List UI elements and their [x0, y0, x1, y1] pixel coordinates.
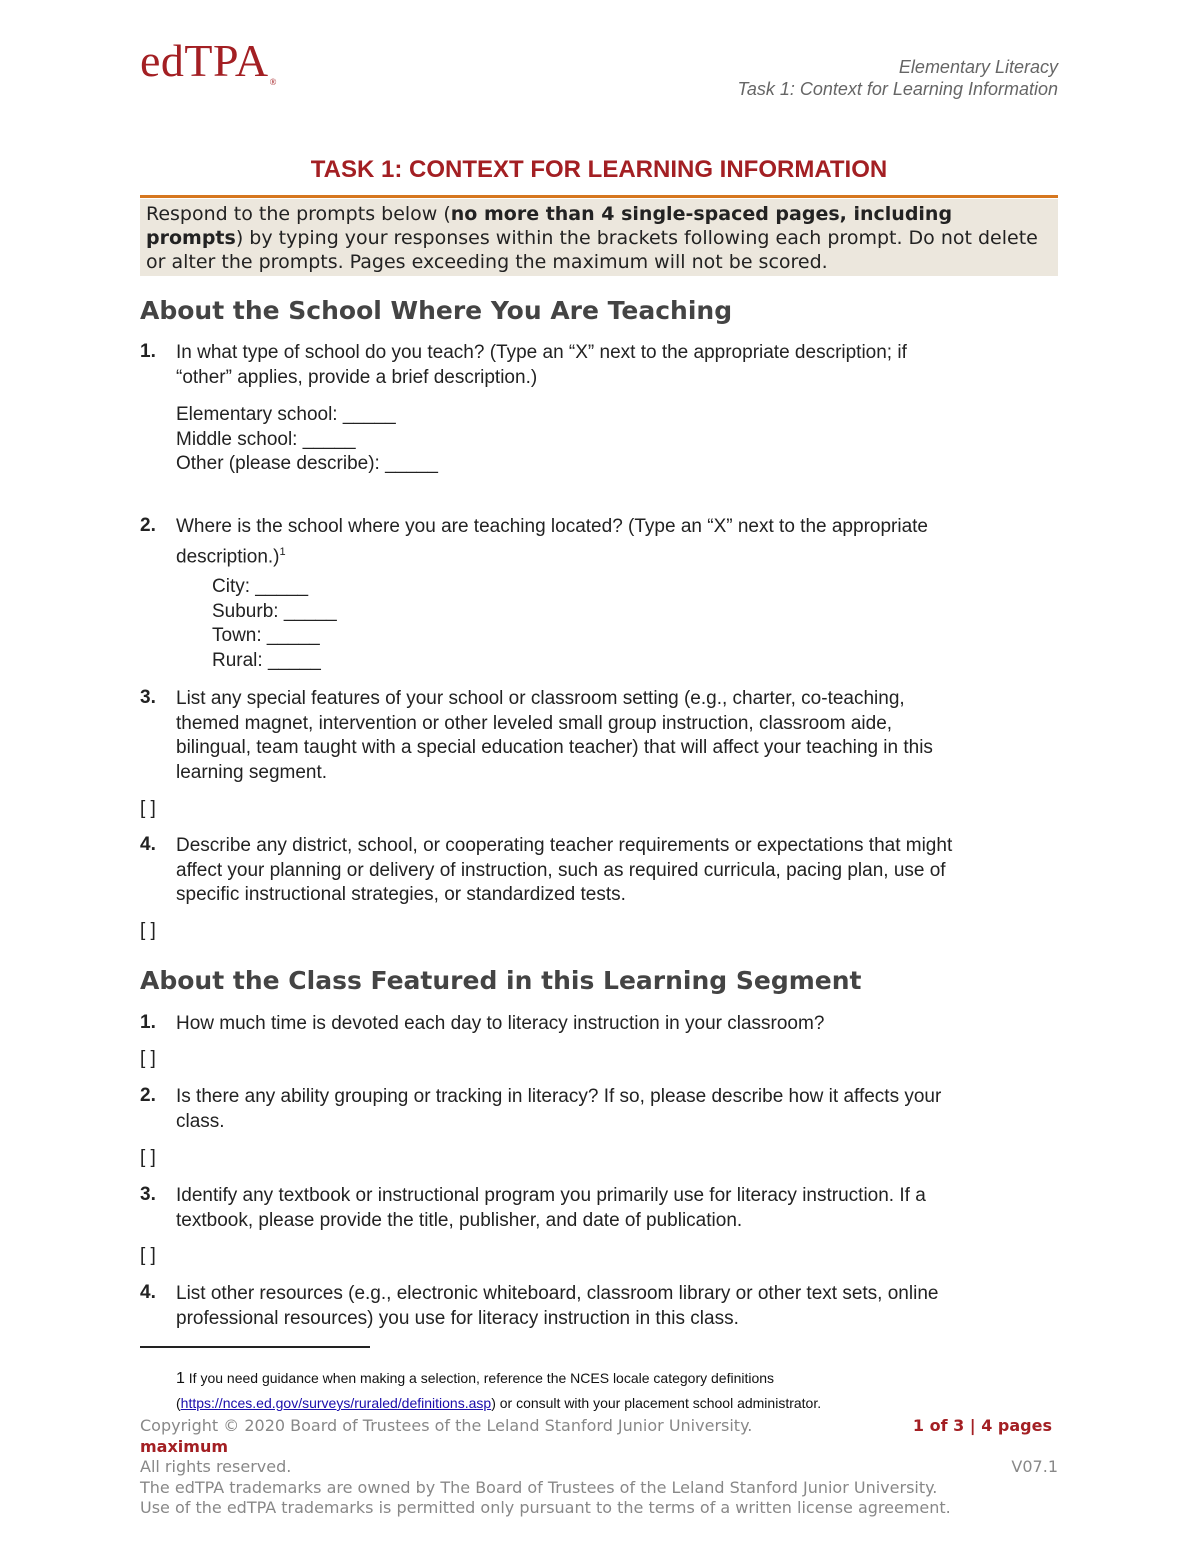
question-line: List other resources (e.g., electronic whiteboard, classroom library or other text sets, online [176, 1283, 939, 1304]
question-line: class. [176, 1110, 225, 1132]
question-number: 3. [140, 1184, 156, 1205]
footnote-number: 1 [176, 1370, 185, 1387]
footnote-reference[interactable]: 1 [279, 545, 286, 558]
option-city[interactable]: City: _____ [212, 576, 309, 597]
nces-definitions-link[interactable]: https://nces.ed.gov/surveys/ruraled/definitions.asp [180, 1395, 492, 1411]
question-line: affect your planning or delivery of instruction, such as required curricula, pacing plan, use of [176, 859, 946, 881]
footnote-paren: ( [176, 1395, 181, 1411]
footer-rights: All rights reserved. [140, 1457, 292, 1476]
page-indicator: 1 of 3 | 4 pages [912, 1416, 1052, 1435]
title-rule [140, 195, 1058, 198]
question-school-type [176, 341, 1056, 390]
location-options [212, 575, 337, 673]
footnote-separator [140, 1346, 370, 1348]
question-line: Describe any district, school, or cooperating teacher requirements or expectations that might [176, 835, 953, 856]
question-school-location [176, 515, 1056, 569]
question-other-resources [176, 1282, 1056, 1331]
edtpa-logo [140, 34, 277, 87]
intro-text-2: ) by typing your responses within the brackets following each prompt. Do not delete or alter the prompts. Pages exceeding the maximum will not be scored. [146, 227, 1038, 273]
question-number: 3. [140, 687, 156, 708]
question-line: Where is the school where you are teaching located? (Type an “X” next to the appropriate [176, 516, 928, 537]
intro-bold: no more than 4 single-spaced pages, including prompts [146, 203, 953, 249]
footer-trademark-2: Use of the edTPA trademarks is permitted only pursuant to the terms of a written license agreement. [140, 1498, 951, 1517]
footer-trademark-1: The edTPA trademarks are owned by The Board of Trustees of the Leland Stanford Junior University. [140, 1478, 938, 1497]
question-requirements [176, 834, 1056, 908]
footnote-line-2 [176, 1395, 821, 1411]
response-brackets[interactable]: [ ] [140, 1147, 156, 1168]
response-brackets[interactable]: [ ] [140, 920, 156, 941]
response-brackets[interactable]: [ ] [140, 1048, 156, 1069]
footer-rights-row [140, 1457, 1058, 1477]
section-heading-class: About the Class Featured in this Learning Segment [140, 966, 862, 995]
response-brackets[interactable]: [ ] [140, 798, 156, 819]
header-task: Task 1: Context for Learning Information [737, 79, 1058, 99]
footnote-text: If you need guidance when making a selection, reference the NCES locale category definitions [188, 1370, 775, 1386]
question-line: “other” applies, provide a brief description.) [176, 366, 538, 388]
question-line: themed magnet, intervention or other leveled small group instruction, classroom aide, [176, 712, 893, 734]
header-subject: Elementary Literacy [898, 57, 1058, 77]
question-line: Is there any ability grouping or tracking in literacy? If so, please describe how it affects your [176, 1086, 942, 1107]
question-number: 2. [140, 1085, 156, 1106]
page-indicator-cont: maximum [140, 1437, 229, 1456]
question-number: 4. [140, 834, 156, 855]
question-number: 1. [140, 341, 156, 362]
intro-text-1: Respond to the prompts below ( [146, 203, 451, 225]
question-textbook [176, 1184, 1056, 1233]
question-line: bilingual, team taught with a special education teacher) that will affect your teaching in this [176, 737, 933, 758]
footer-copyright-row [140, 1416, 1058, 1436]
option-other[interactable]: Other (please describe): _____ [176, 453, 438, 474]
page-title: TASK 1: CONTEXT FOR LEARNING INFORMATION [310, 156, 888, 183]
footer-copyright: Copyright © 2020 Board of Trustees of the Leland Stanford Junior University. [140, 1416, 753, 1435]
question-number: 1. [140, 1012, 156, 1033]
question-line: specific instructional strategies, or standardized tests. [176, 884, 626, 905]
question-line: List any special features of your school or classroom setting (e.g., charter, co-teaching, [176, 688, 905, 709]
school-type-options [176, 403, 438, 477]
question-line: In what type of school do you teach? (Type an “X” next to the appropriate description; if [176, 342, 907, 363]
question-line: textbook, please provide the title, publisher, and date of publication. [176, 1209, 743, 1231]
question-special-features [176, 687, 1056, 785]
footnote-text: ) or consult with your placement school administrator. [491, 1395, 822, 1411]
option-suburb[interactable]: Suburb: _____ [212, 600, 337, 622]
question-number: 4. [140, 1282, 156, 1303]
option-elementary[interactable]: Elementary school: _____ [176, 404, 396, 425]
question-line: learning segment. [176, 761, 328, 783]
option-town[interactable]: Town: _____ [212, 625, 320, 646]
question-ability-grouping [176, 1085, 1056, 1134]
question-line: How much time is devoted each day to literacy instruction in your classroom? [176, 1013, 825, 1034]
option-middle[interactable]: Middle school: _____ [176, 428, 356, 450]
footnote-line-1 [176, 1370, 774, 1388]
question-literacy-time [176, 1012, 1056, 1037]
question-number: 2. [140, 515, 156, 536]
option-rural[interactable]: Rural: _____ [212, 649, 321, 671]
intro-instructions [140, 199, 1058, 276]
logo-text: edTPA [140, 35, 269, 86]
logo-registered-mark: ® [269, 77, 277, 87]
section-heading-school: About the School Where You Are Teaching [140, 296, 733, 325]
response-brackets[interactable]: [ ] [140, 1245, 156, 1266]
footer-version: V07.1 [1011, 1457, 1058, 1476]
question-line: Identify any textbook or instructional program you primarily use for literacy instruction. If a [176, 1185, 926, 1206]
question-line: professional resources) you use for literacy instruction in this class. [176, 1307, 739, 1329]
question-line: description.) [176, 545, 280, 567]
